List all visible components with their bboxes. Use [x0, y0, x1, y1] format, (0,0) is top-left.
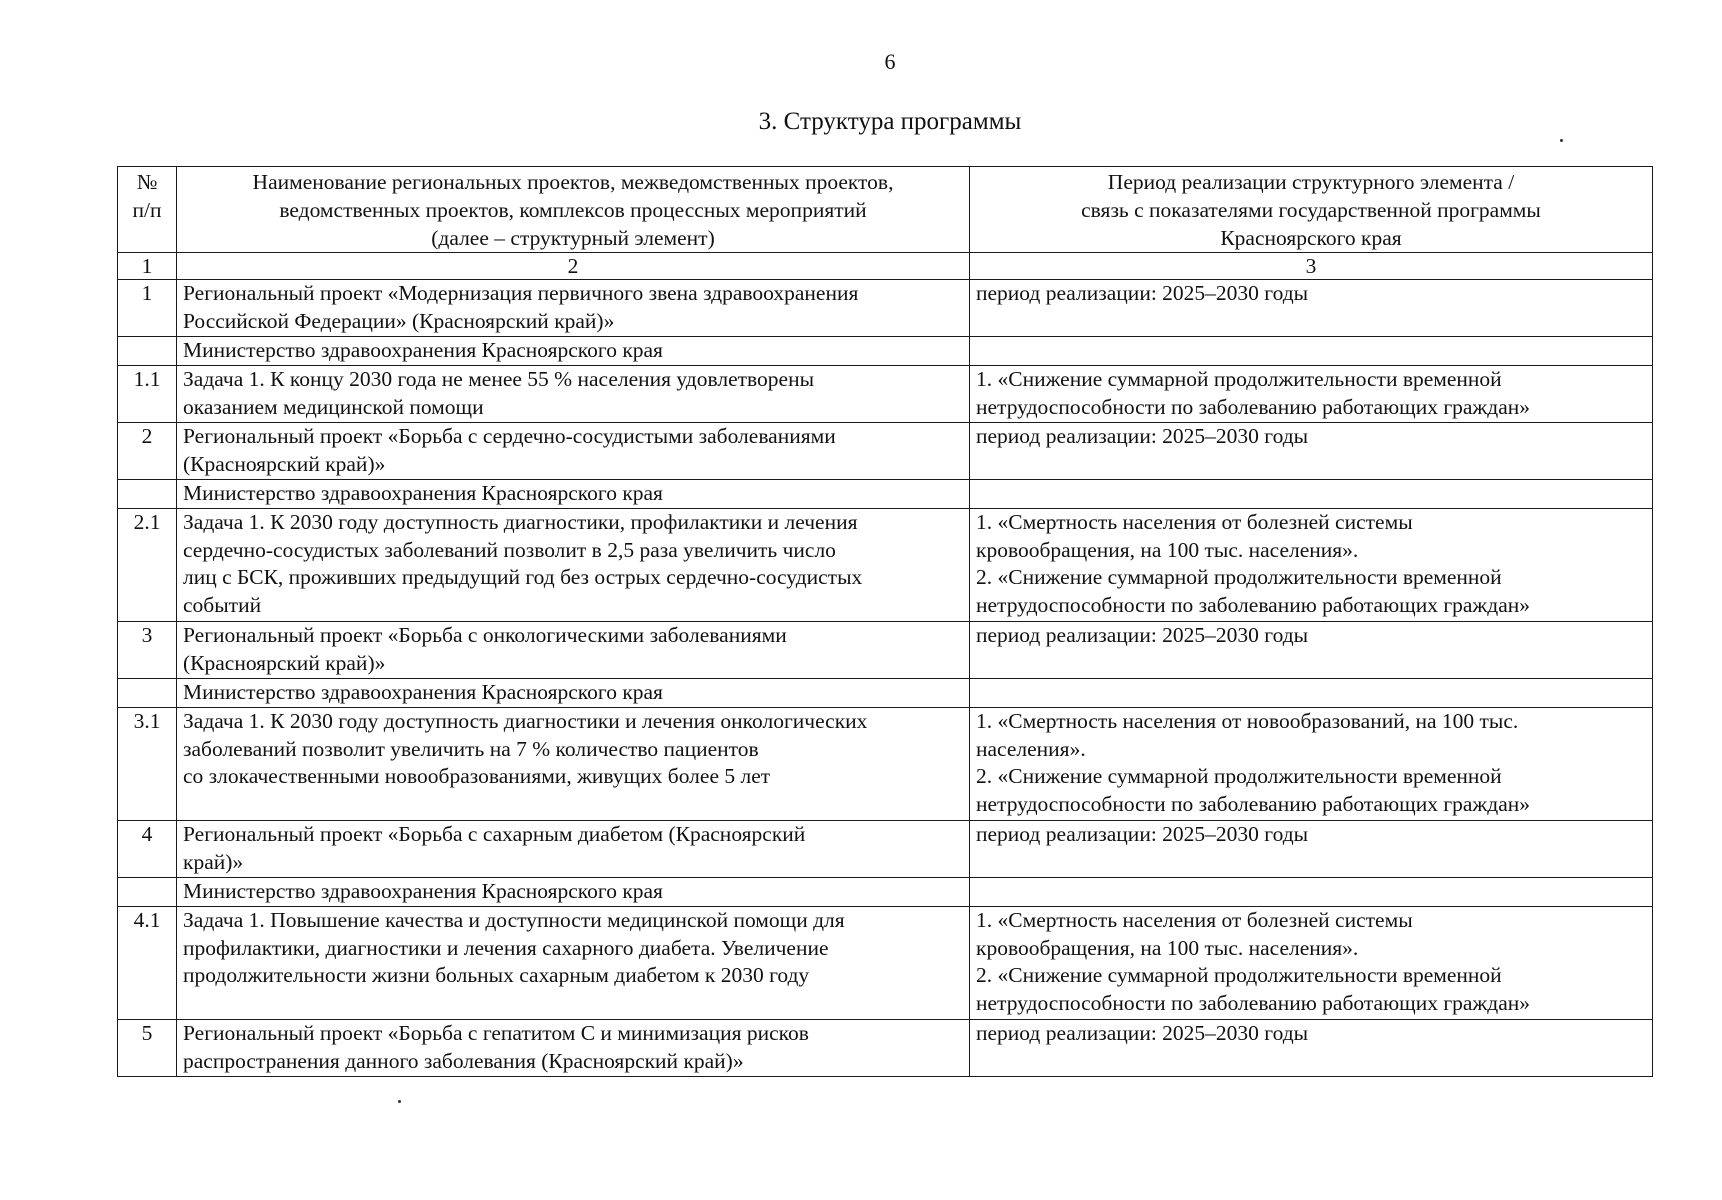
program-structure-table [117, 166, 1653, 1077]
row-number: 5 [118, 1020, 177, 1077]
row-number: 4 [118, 821, 177, 878]
table-row [118, 480, 1653, 509]
row-number [118, 480, 177, 509]
row-number: 4.1 [118, 907, 177, 1020]
row-name: Задача 1. К 2030 году доступность диагностики, профилактики и лечения сердечно-сосудистых заболеваний позволит в 2,5 раза увеличить число лиц с БСК, проживших предыдущий год без острых сердечно-сосудистых событий [177, 509, 970, 622]
row-period [970, 878, 1653, 907]
row-name: Региональный проект «Борьба с сердечно-сосудистыми заболеваниями (Красноярский край)» [177, 423, 970, 480]
row-name: Министерство здравоохранения Красноярского края [177, 878, 970, 907]
header-name-cell: Наименование региональных проектов, межведомственных проектов, ведомственных проектов, комплексов процессных мероприятий (далее – структурный элемент) [177, 167, 970, 253]
row-name: Задача 1. К 2030 году доступность диагностики и лечения онкологических заболеваний позволит увеличить на 7 % количество пациентов со злокачественными новообразованиями, живущих более 5 лет [177, 708, 970, 821]
row-number [118, 878, 177, 907]
table-header-row [118, 167, 1653, 253]
table-row [118, 907, 1653, 1020]
row-period: 1. «Смертность населения от болезней системы кровообращения, на 100 тыс. населения». 2. «Снижение суммарной продолжительности временной нетрудоспособности по заболеванию работающих граждан» [970, 509, 1653, 622]
row-name: Региональный проект «Борьба с онкологическими заболеваниями (Красноярский край)» [177, 622, 970, 679]
row-period [970, 337, 1653, 366]
header-number-cell: № п/п [118, 167, 177, 253]
table-row [118, 366, 1653, 423]
table-row [118, 622, 1653, 679]
column-number-1: 1 [118, 253, 177, 280]
row-name: Министерство здравоохранения Красноярского края [177, 679, 970, 708]
header-period-cell: Период реализации структурного элемента / связь с показателями государственной программы Красноярского края [970, 167, 1653, 253]
row-name: Региональный проект «Модернизация первичного звена здравоохранения Российской Федерации» (Красноярский край)» [177, 280, 970, 337]
table-row [118, 423, 1653, 480]
row-name: Министерство здравоохранения Красноярского края [177, 337, 970, 366]
scan-speck [1560, 139, 1563, 142]
column-number-2: 2 [177, 253, 970, 280]
table-row [118, 337, 1653, 366]
row-period: 1. «Снижение суммарной продолжительности временной нетрудоспособности по заболеванию работающих граждан» [970, 366, 1653, 423]
row-number: 2.1 [118, 509, 177, 622]
row-period: период реализации: 2025–2030 годы [970, 1020, 1653, 1077]
table-row [118, 509, 1653, 622]
row-name: Региональный проект «Борьба с гепатитом С и минимизация рисков распространения данного заболевания (Красноярский край)» [177, 1020, 970, 1077]
table-row [118, 1020, 1653, 1077]
table-row [118, 878, 1653, 907]
row-number: 1.1 [118, 366, 177, 423]
row-period: период реализации: 2025–2030 годы [970, 622, 1653, 679]
row-number: 2 [118, 423, 177, 480]
row-period: 1. «Смертность населения от новообразований, на 100 тыс. населения». 2. «Снижение суммарной продолжительности временной нетрудоспособности по заболеванию работающих граждан» [970, 708, 1653, 821]
row-name: Задача 1. Повышение качества и доступности медицинской помощи для профилактики, диагностики и лечения сахарного диабета. Увеличение продолжительности жизни больных сахарным диабетом к 2030 году [177, 907, 970, 1020]
row-name: Задача 1. К концу 2030 года не менее 55 % населения удовлетворены оказанием медицинской помощи [177, 366, 970, 423]
table-row [118, 708, 1653, 821]
column-number-3: 3 [970, 253, 1653, 280]
row-period [970, 480, 1653, 509]
row-period [970, 679, 1653, 708]
row-number: 3.1 [118, 708, 177, 821]
column-numbers-row [118, 253, 1653, 280]
page-number: 6 [884, 49, 896, 74]
table-row [118, 280, 1653, 337]
row-name: Министерство здравоохранения Красноярского края [177, 480, 970, 509]
row-period: 1. «Смертность населения от болезней системы кровообращения, на 100 тыс. населения». 2. «Снижение суммарной продолжительности временной нетрудоспособности по заболеванию работающих граждан» [970, 907, 1653, 1020]
scan-speck [398, 1100, 401, 1103]
row-number [118, 337, 177, 366]
row-name: Региональный проект «Борьба с сахарным диабетом (Красноярский край)» [177, 821, 970, 878]
row-number: 3 [118, 622, 177, 679]
row-number: 1 [118, 280, 177, 337]
page-title: 3. Структура программы [758, 108, 1022, 135]
row-period: период реализации: 2025–2030 годы [970, 821, 1653, 878]
table-row [118, 679, 1653, 708]
row-period: период реализации: 2025–2030 годы [970, 280, 1653, 337]
table-row [118, 821, 1653, 878]
row-period: период реализации: 2025–2030 годы [970, 423, 1653, 480]
row-number [118, 679, 177, 708]
